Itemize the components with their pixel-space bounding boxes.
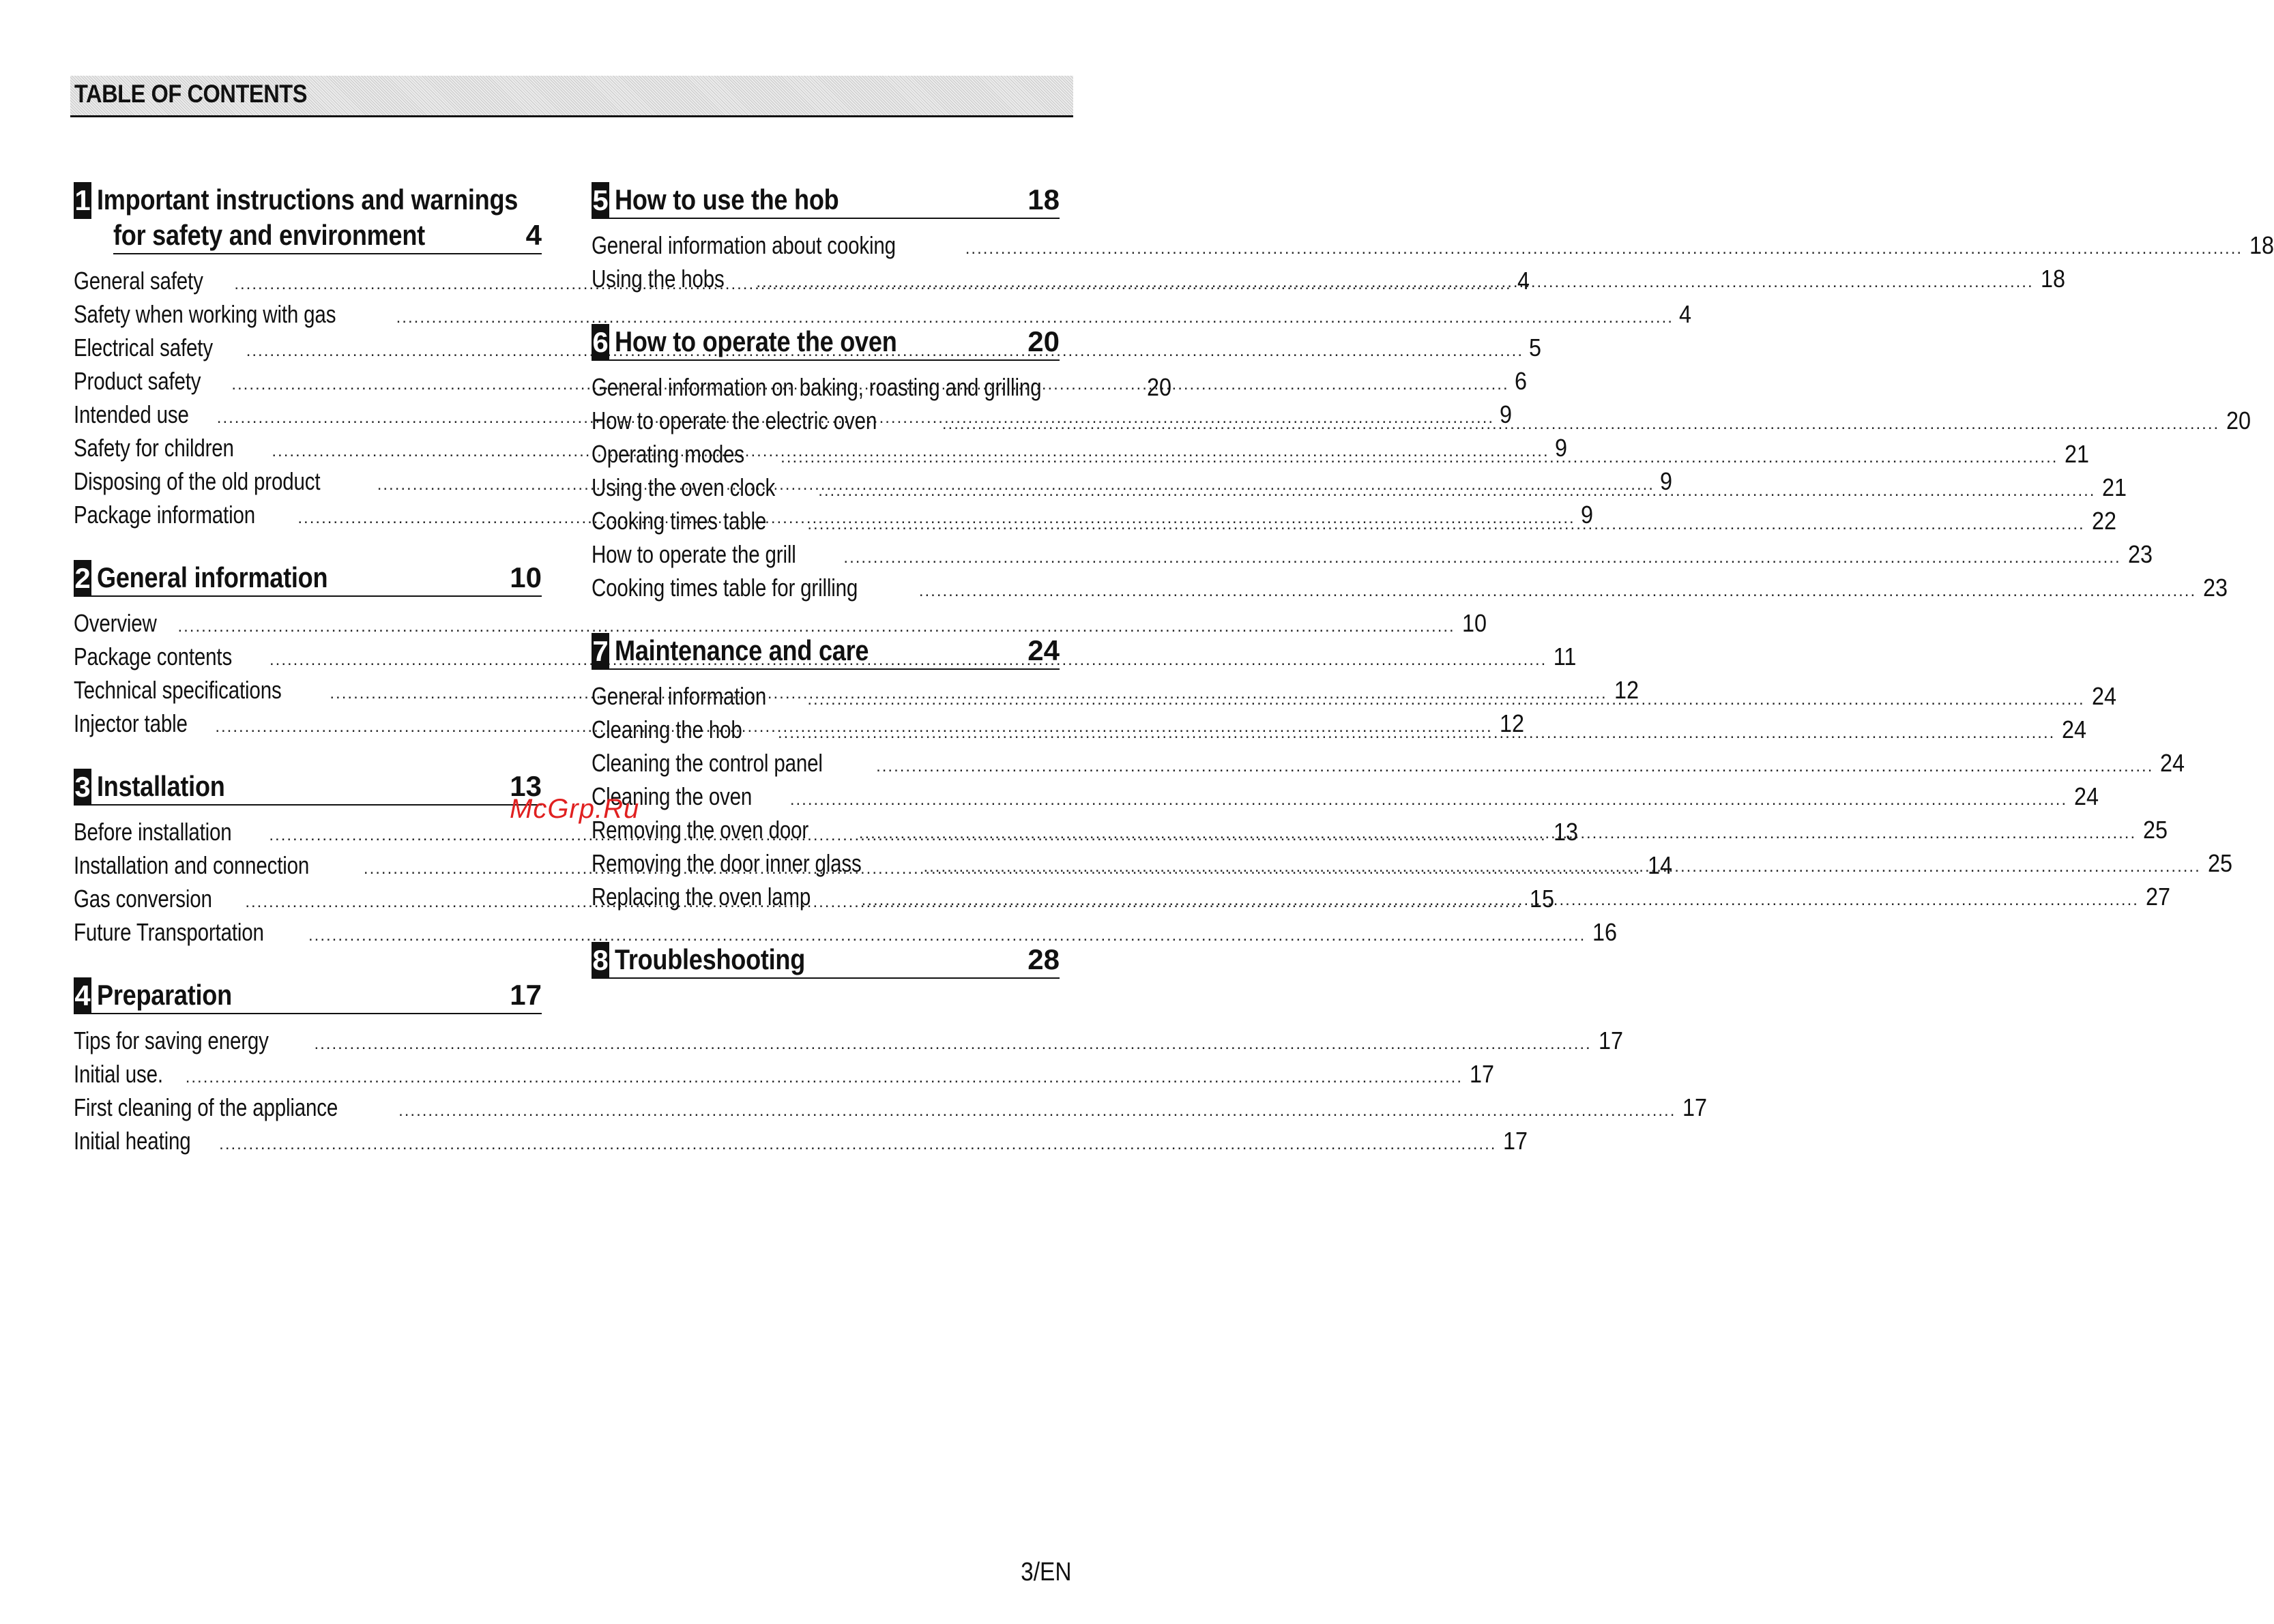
section-title-continued: for safety and environment bbox=[113, 219, 425, 251]
toc-entry-page: 9 bbox=[1659, 467, 1672, 495]
toc-entry-label: Removing the oven door bbox=[592, 816, 809, 844]
section-number-badge: 8 bbox=[592, 942, 609, 979]
toc-entry-label: Using the oven clock bbox=[592, 473, 776, 501]
toc-entry-page: 17 bbox=[1598, 1027, 1623, 1054]
toc-entry-page: 17 bbox=[1503, 1127, 1528, 1155]
dot-leader bbox=[923, 850, 2200, 883]
toc-entry-page: 13 bbox=[1553, 818, 1578, 846]
section-title: Maintenance and care bbox=[615, 634, 869, 666]
section-heading[interactable] bbox=[592, 324, 1060, 361]
toc-entry-label: Package contents bbox=[74, 643, 233, 670]
toc-entry-list bbox=[592, 370, 2251, 604]
toc-entry-page: 5 bbox=[1528, 334, 1542, 361]
toc-entry-page: 24 bbox=[2062, 715, 2087, 743]
section-title: Important instructions and warnings bbox=[97, 183, 519, 216]
toc-entry-page: 15 bbox=[1529, 885, 1554, 913]
section-number-badge: 6 bbox=[592, 324, 609, 361]
toc-entry[interactable] bbox=[592, 537, 2153, 571]
dot-leader bbox=[965, 232, 2243, 265]
section-heading[interactable] bbox=[74, 769, 542, 806]
toc-entry-page: 24 bbox=[2160, 749, 2185, 777]
dot-leader bbox=[942, 407, 2219, 441]
toc-entry-page: 9 bbox=[1580, 501, 1593, 529]
toc-entry-label: General safety bbox=[74, 267, 203, 295]
toc-entry-page: 27 bbox=[2145, 883, 2170, 911]
toc-entry[interactable] bbox=[74, 1124, 1528, 1157]
toc-entry-label: How to operate the grill bbox=[592, 540, 796, 568]
toc-entry-page: 25 bbox=[2207, 849, 2232, 877]
dot-leader bbox=[778, 716, 2055, 750]
toc-entry-label: Cleaning the control panel bbox=[592, 749, 823, 777]
toc-entry-page: 12 bbox=[1499, 709, 1524, 737]
dot-leader bbox=[219, 1127, 1496, 1161]
toc-entry-label: Disposing of the old product bbox=[74, 467, 321, 495]
dot-leader bbox=[807, 683, 2084, 716]
toc-entry[interactable] bbox=[592, 370, 1172, 404]
section-title: How to operate the oven bbox=[615, 325, 897, 357]
toc-section-4 bbox=[74, 977, 1708, 1157]
toc-entry[interactable] bbox=[74, 606, 1487, 640]
dot-leader bbox=[919, 574, 2196, 608]
toc-entry-label: Gas conversion bbox=[74, 885, 212, 913]
toc-entry[interactable] bbox=[592, 746, 2185, 780]
toc-section-6 bbox=[592, 324, 2251, 604]
section-page-number: 24 bbox=[1027, 634, 1060, 666]
toc-entry[interactable] bbox=[592, 504, 2116, 537]
toc-entry-label: Product safety bbox=[74, 367, 201, 395]
toc-entry-page: 23 bbox=[2203, 574, 2228, 602]
section-heading[interactable] bbox=[592, 633, 1060, 670]
watermark-text: McGrp.Ru bbox=[510, 794, 640, 824]
dot-leader bbox=[807, 507, 2084, 541]
toc-entry-page: 12 bbox=[1614, 676, 1639, 704]
section-title: Installation bbox=[97, 770, 225, 802]
toc-entry-label: Tips for saving energy bbox=[74, 1027, 269, 1054]
section-heading[interactable] bbox=[74, 977, 542, 1014]
dot-leader bbox=[398, 1094, 1676, 1127]
toc-entry-page: 14 bbox=[1648, 851, 1673, 879]
dot-leader bbox=[876, 750, 2153, 783]
toc-entry-page: 10 bbox=[1461, 609, 1487, 637]
toc-entry[interactable] bbox=[592, 404, 2251, 437]
toc-entry-label: Replacing the oven lamp bbox=[592, 883, 811, 911]
toc-entry-page: 17 bbox=[1682, 1093, 1708, 1121]
toc-entry[interactable] bbox=[74, 297, 1691, 331]
toc-section-8 bbox=[592, 942, 1060, 979]
toc-entry-label: How to operate the electric oven bbox=[592, 407, 877, 434]
toc-entry-page: 22 bbox=[2091, 507, 2116, 535]
toc-entry-page: 25 bbox=[2143, 816, 2168, 844]
section-title: How to use the hob bbox=[615, 183, 839, 216]
toc-entry-label: Installation and connection bbox=[74, 851, 310, 879]
toc-entry-page: 18 bbox=[2249, 231, 2274, 259]
section-page-number: 4 bbox=[525, 219, 542, 251]
toc-entry-label: Initial heating bbox=[74, 1127, 191, 1155]
toc-entry-page: 21 bbox=[2065, 440, 2090, 468]
toc-entry-label: Electrical safety bbox=[74, 334, 213, 361]
toc-entry-page: 17 bbox=[1469, 1060, 1495, 1088]
toc-header-title: TABLE OF CONTENTS bbox=[74, 80, 308, 108]
dot-leader bbox=[862, 883, 2139, 917]
toc-entry-label: Cooking times table for grilling bbox=[592, 574, 858, 602]
toc-entry-page: 11 bbox=[1554, 643, 1577, 670]
section-heading[interactable] bbox=[592, 182, 1060, 219]
section-page-number: 18 bbox=[1027, 183, 1060, 216]
dot-leader bbox=[314, 1027, 1591, 1061]
dot-leader bbox=[781, 441, 2058, 474]
section-page-number: 17 bbox=[510, 979, 542, 1011]
section-number-badge: 3 bbox=[74, 769, 91, 806]
toc-entry-label: Intended use bbox=[74, 400, 189, 428]
toc-entry-label: Using the hobs bbox=[592, 265, 725, 293]
toc-entry-page: 6 bbox=[1514, 367, 1527, 395]
toc-entry-page: 9 bbox=[1500, 400, 1513, 428]
toc-entry[interactable] bbox=[592, 228, 2274, 262]
toc-entry-label: Safety when working with gas bbox=[74, 300, 336, 328]
toc-entry[interactable] bbox=[74, 1024, 1623, 1057]
toc-entry-label: Future Transportation bbox=[74, 918, 264, 946]
section-page-number: 10 bbox=[510, 561, 542, 593]
toc-entry-label: Operating modes bbox=[592, 440, 744, 468]
toc-entry[interactable] bbox=[592, 437, 2090, 471]
section-number-badge: 4 bbox=[74, 977, 91, 1014]
section-number-badge: 2 bbox=[74, 560, 91, 597]
section-title: Preparation bbox=[97, 979, 232, 1011]
toc-entry-label: Technical specifications bbox=[74, 676, 282, 704]
toc-entry-label: First cleaning of the appliance bbox=[74, 1093, 338, 1121]
toc-entry-label: General information about cooking bbox=[592, 231, 896, 259]
toc-entry-page: 24 bbox=[2074, 782, 2099, 810]
toc-entry-label: Overview bbox=[74, 609, 157, 637]
toc-entry-label: Before installation bbox=[74, 818, 232, 846]
section-title: Troubleshooting bbox=[615, 943, 806, 975]
dot-leader bbox=[790, 783, 2067, 816]
section-number-badge: 5 bbox=[592, 182, 609, 219]
section-page-number: 13 bbox=[510, 770, 542, 802]
section-title: General information bbox=[97, 561, 328, 593]
toc-entry-label: Removing the door inner glass bbox=[592, 849, 862, 877]
toc-entry-list bbox=[74, 1024, 1708, 1157]
toc-entry[interactable] bbox=[592, 262, 2065, 295]
toc-entry[interactable] bbox=[74, 915, 1618, 949]
dot-leader bbox=[756, 265, 2033, 299]
toc-entry-page: 9 bbox=[1554, 434, 1567, 462]
section-page-number: 20 bbox=[1027, 325, 1060, 357]
toc-entry[interactable] bbox=[592, 780, 2099, 813]
toc-entry-label: Initial use. bbox=[74, 1060, 163, 1088]
section-heading[interactable] bbox=[592, 942, 1060, 979]
section-number-badge: 1 bbox=[74, 182, 91, 219]
dot-leader bbox=[818, 474, 2095, 507]
toc-entry-label: Safety for children bbox=[74, 434, 234, 462]
dot-leader bbox=[843, 541, 2120, 574]
section-heading[interactable] bbox=[74, 560, 542, 597]
toc-section-5 bbox=[592, 182, 2274, 295]
toc-entry[interactable] bbox=[592, 571, 2228, 604]
toc-entry-label: Cooking times table bbox=[592, 507, 767, 535]
toc-entry-page: 16 bbox=[1592, 918, 1618, 946]
toc-entry-label: General information on baking, roasting and grilling bbox=[592, 373, 1042, 401]
toc-entry-list bbox=[592, 228, 2274, 295]
toc-header-band bbox=[70, 76, 1073, 117]
section-page-number: 28 bbox=[1027, 943, 1060, 975]
toc-entry-label: Cleaning the hob bbox=[592, 715, 742, 743]
toc-entry-page: 18 bbox=[2040, 265, 2065, 293]
page-number-footer: 3/EN bbox=[1020, 1558, 1071, 1586]
toc-entry-page: 24 bbox=[2091, 682, 2116, 710]
section-number-badge: 7 bbox=[592, 633, 609, 670]
toc-entry[interactable] bbox=[592, 471, 2127, 504]
toc-entry-label: Package information bbox=[74, 501, 256, 529]
toc-entry-label: General information bbox=[592, 682, 767, 710]
toc-entry[interactable] bbox=[74, 1091, 1708, 1124]
toc-entry-page: 21 bbox=[2102, 473, 2127, 501]
toc-entry-page: 20 bbox=[2226, 407, 2251, 434]
dot-leader bbox=[186, 1061, 1463, 1094]
dot-leader bbox=[859, 816, 2136, 850]
toc-entry-page: 4 bbox=[1678, 300, 1691, 328]
toc-entry-page: 4 bbox=[1517, 267, 1530, 295]
toc-entry-page: 23 bbox=[2127, 540, 2153, 568]
toc-entry-page: 20 bbox=[1147, 373, 1172, 401]
toc-entry-label: Cleaning the oven bbox=[592, 782, 753, 810]
section-heading[interactable] bbox=[74, 182, 542, 254]
toc-entry[interactable] bbox=[74, 1057, 1495, 1091]
toc-entry-label: Injector table bbox=[74, 709, 188, 737]
